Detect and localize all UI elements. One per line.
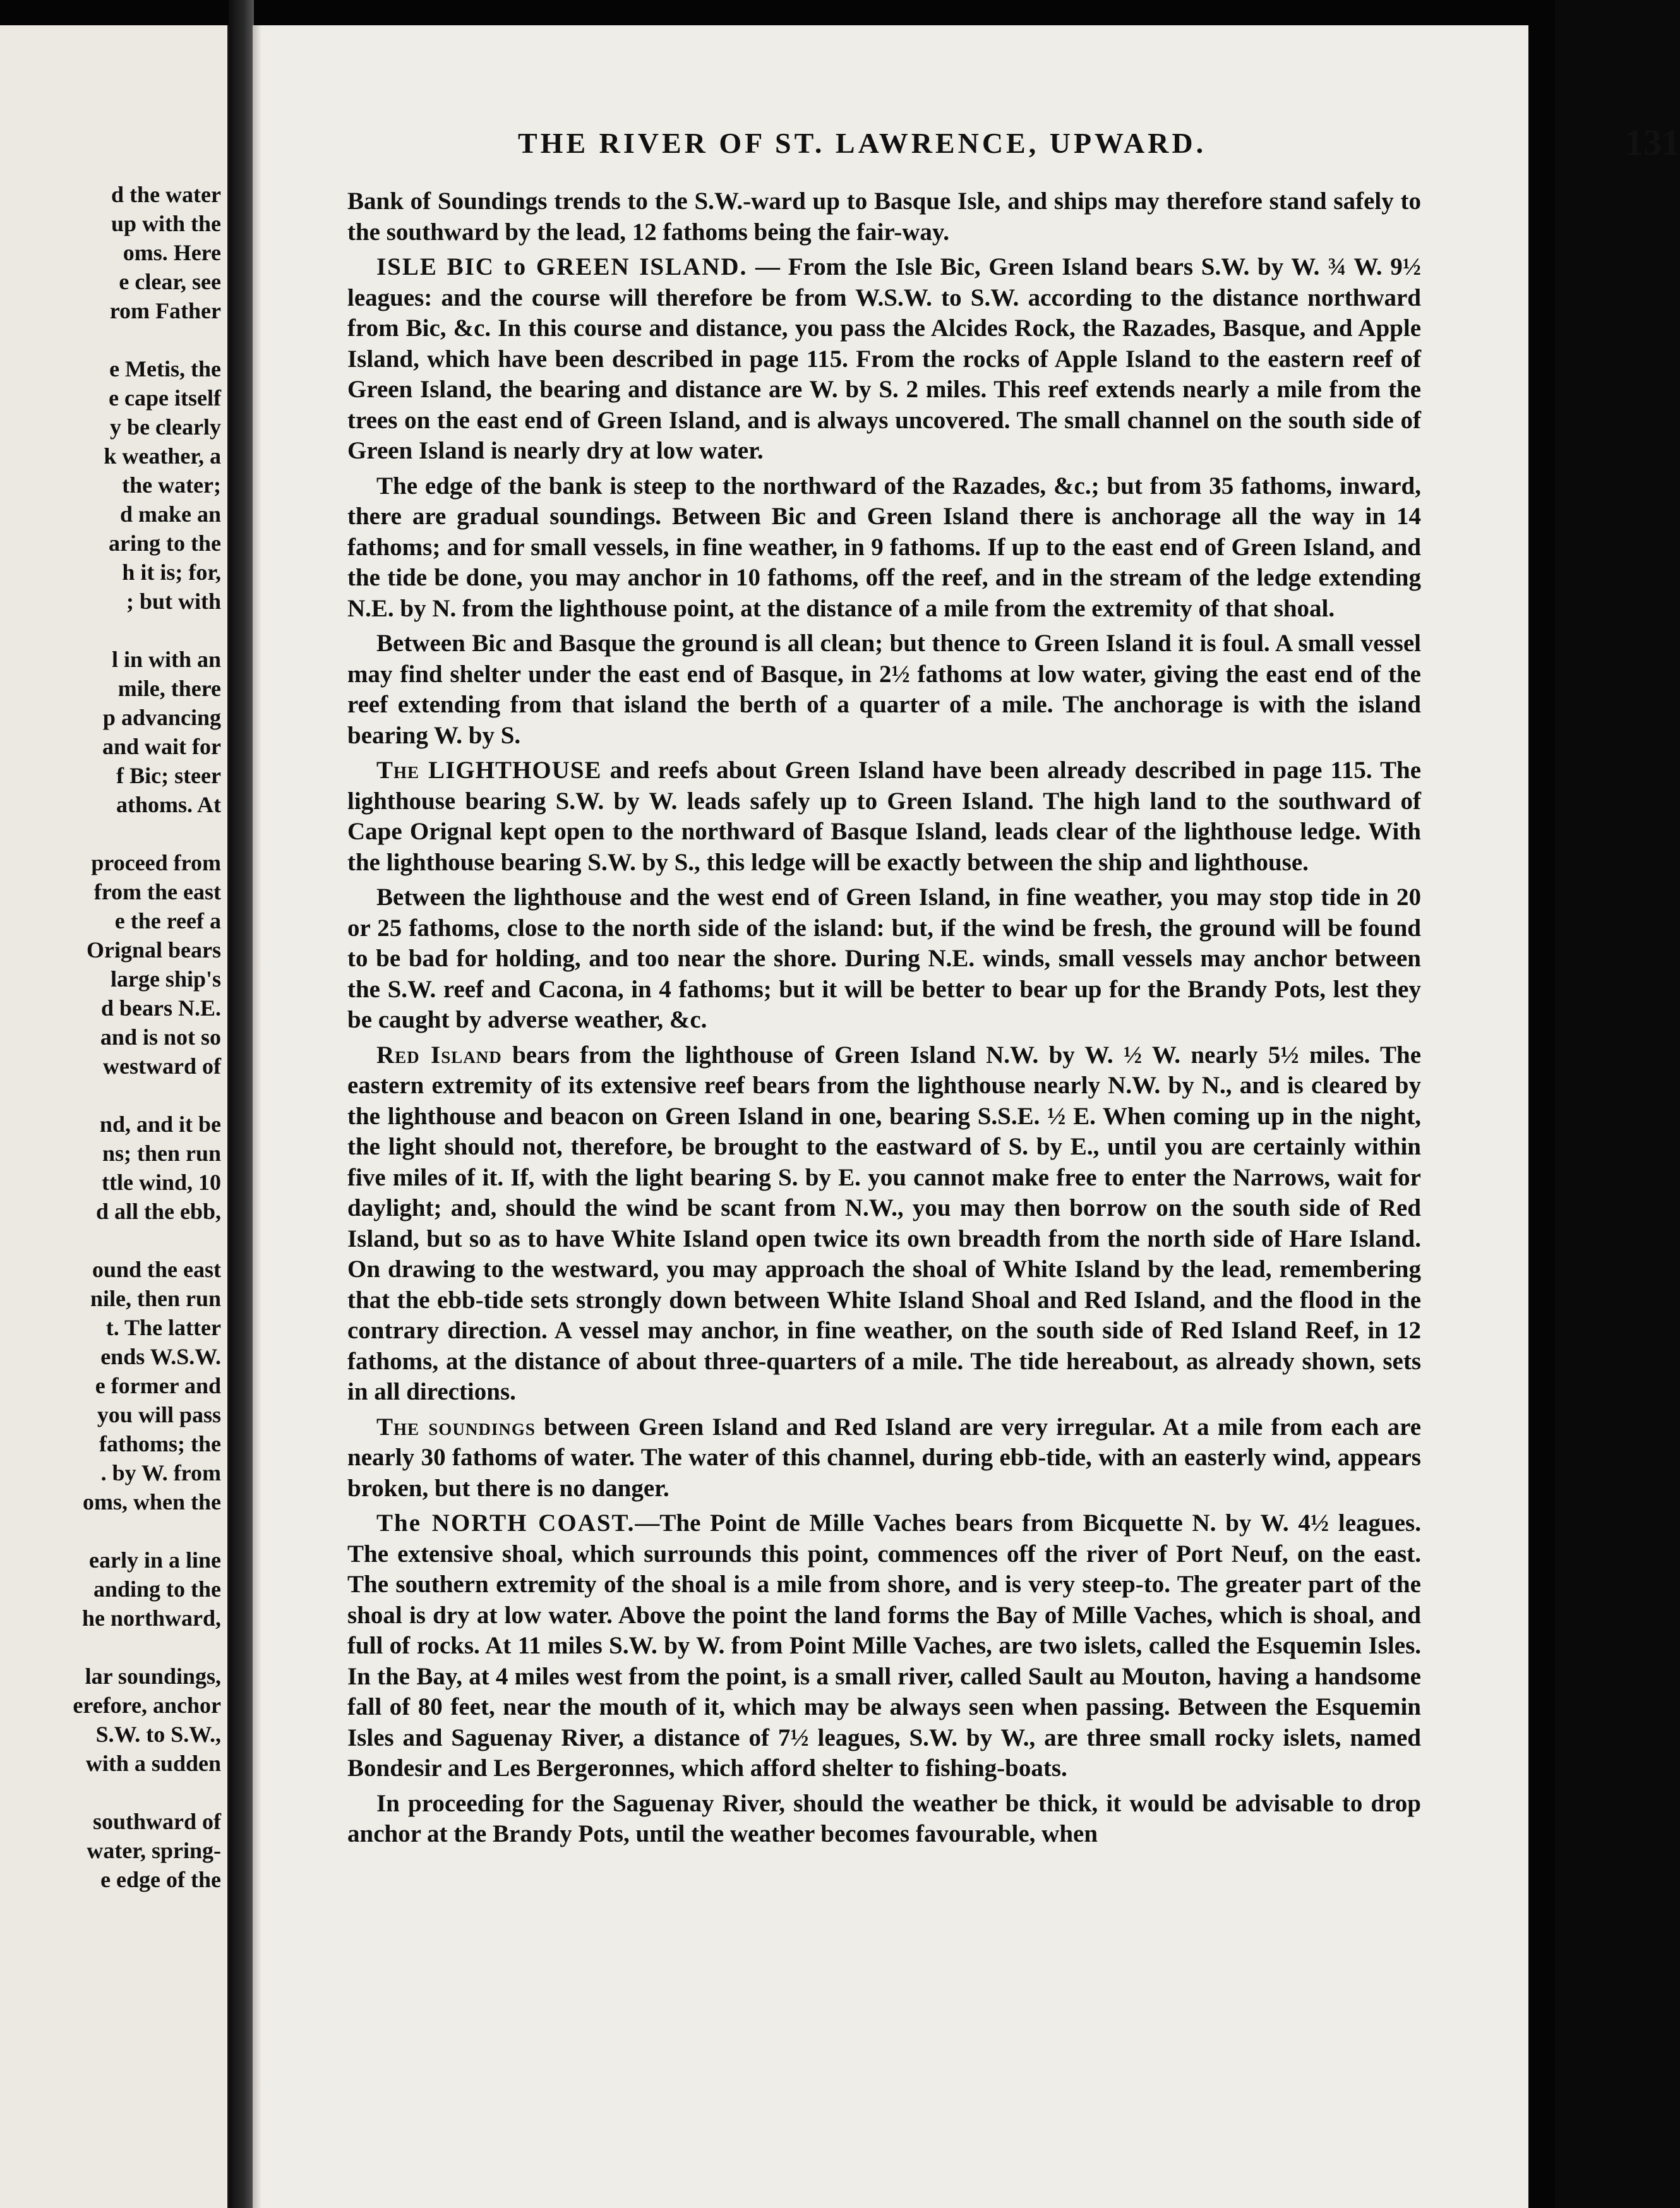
left-page-line: ; but with bbox=[126, 589, 221, 614]
left-page-line: Orignal bears bbox=[87, 937, 221, 963]
paragraph-north-coast: The NORTH COAST.—The Point de Mille Vaches bears from Bicquette N. by W. 4½ leagues. The extensive shoal, which surrounds this point, commences off the river of Port Neuf, on the east. The southern extremity of the shoal is a mile from shore, and is very steep-to. The greater part of the shoal is dry at low water. Above the point the land forms the Bay of Mille Vaches, which is shoal, and full of rocks. At 11 miles S.W. by W. from Point Mille Vaches, are two islets, called the Esquemin Isles. In the Bay, at 4 miles west from the point, is a small river, called Sault au Mouton, having a handsome fall of 80 feet, near the mouth of it, which may be always seen when passing. Between the Esquemin Isles and Saguenay River, a distance of 7½ leagues, S.W. by W., are three small rocky islets, named Bondesir and Les Bergeronnes, which afford shelter to fishing-boats. bbox=[347, 1509, 1421, 1782]
body-text bbox=[347, 186, 1421, 1854]
left-page-line: h it is; for, bbox=[122, 560, 221, 585]
paragraph: Between the lighthouse and the west end of Green Island, in fine weather, you may stop tide in 20 or 25 fathoms, close to the north side of the island: but, if the wind be fresh, the ground will be found to be bad for holding, and too near the shore. During N.E. winds, small vessels may anchor between the S.W. reef and Cacona, in 4 fathoms; but it will be better to bear up for the Brandy Pots, lest they be caught by adverse weather, &c. bbox=[347, 884, 1421, 1033]
left-page-line bbox=[0, 1081, 221, 1110]
book-page bbox=[253, 25, 1680, 2208]
left-page-line: ound the east bbox=[92, 1257, 221, 1282]
left-page-line: y be clearly bbox=[110, 414, 221, 440]
left-page-line bbox=[0, 1778, 221, 1807]
page-number: 131 bbox=[1625, 122, 1680, 163]
running-title: THE RIVER OF ST. LAWRENCE, UPWARD. bbox=[518, 127, 1207, 159]
paragraph: Between Bic and Basque the ground is all clean; but thence to Green Island it is foul. A small vessel may find shelter under the east end of Basque, in 2½ fathoms at low water, giving the east end of the reef extending from that island the berth of a quarter of a mile. The anchorage is with the island bearing W. by S. bbox=[347, 630, 1421, 749]
paragraph-soundings: The soundings between Green Island and Red Island are very irregular. At a mile from each are nearly 30 fathoms of water. The water of this channel, during ebb-tide, with an easterly wind, appears broken, but there is no danger. bbox=[347, 1413, 1421, 1502]
section-heading: The soundings bbox=[376, 1413, 536, 1441]
left-page-line: with a sudden bbox=[85, 1751, 221, 1776]
left-page-line: water, spring- bbox=[87, 1838, 221, 1863]
left-page-line: athoms. At bbox=[116, 792, 221, 817]
left-page-line: fathoms; the bbox=[99, 1431, 221, 1456]
left-page-line: proceed from bbox=[91, 850, 221, 875]
left-page-text bbox=[0, 180, 221, 1894]
left-page-line: westward of bbox=[103, 1053, 221, 1079]
left-page-line: d bears N.E. bbox=[100, 995, 221, 1021]
left-page-line: e edge of the bbox=[100, 1867, 221, 1892]
section-heading: ISLE BIC to GREEN ISLAND. bbox=[376, 253, 748, 280]
paragraph-isle-bic: ISLE BIC to GREEN ISLAND. — From the Isle Bic, Green Island bears S.W. by W. ¾ W. 9½ leagues: and the course will therefore be from W.S.W. to S.W. according to the distance northward from Bic, &c. In this course and distance, you pass the Alcides Rock, the Razades, Basque, and Apple Island, which have been described in page 115. From the rocks of Apple Island to the eastern reef of Green Island, the bearing and distance are W. by S. 2 miles. This reef extends nearly a mile from the trees on the east end of Green Island, and is always uncovered. The small channel on the south side of Green Island is nearly dry at low water. bbox=[347, 253, 1421, 464]
left-page-line: d the water bbox=[111, 182, 221, 207]
left-page-line: oms, when the bbox=[82, 1489, 221, 1515]
left-page-line bbox=[0, 616, 221, 645]
left-page-line: mile, there bbox=[117, 676, 221, 701]
book-gutter bbox=[229, 0, 254, 2208]
left-page-line: d all the ebb, bbox=[95, 1199, 221, 1224]
paragraph: Bank of Soundings trends to the S.W.-ward up to Basque Isle, and ships may therefore stand safely to the southward by the lead, 12 fathoms being the fair-way. bbox=[347, 188, 1421, 246]
left-page-line bbox=[0, 819, 221, 848]
paragraph: In proceeding for the Saguenay River, should the weather be thick, it would be advisable to drop anchor at the Brandy Pots, until the weather becomes favourable, when bbox=[347, 1789, 1421, 1847]
left-page-line: anding to the bbox=[93, 1576, 221, 1602]
left-page-fragment bbox=[0, 25, 231, 2208]
left-page-line: e former and bbox=[95, 1373, 221, 1398]
left-page-line: erefore, anchor bbox=[73, 1693, 221, 1718]
paragraph-lighthouse: The LIGHTHOUSE and reefs about Green Island have been already described in page 115. The lighthouse bearing S.W. by W. leads safely up to Green Island. The high land to the southward of Cape Orignal kept open to the northward of Basque Island, leads clear of the lighthouse ledge. With the lighthouse bearing S.W. by S., this ledge will be exactly between the ship and lighthouse. bbox=[347, 757, 1422, 876]
left-page-line: S.W. to S.W., bbox=[95, 1722, 221, 1747]
left-page-line: aring to the bbox=[109, 531, 221, 556]
left-page-line: p advancing bbox=[102, 705, 221, 730]
left-page-line: from the east bbox=[93, 879, 221, 904]
left-page-line: the water; bbox=[122, 472, 221, 498]
paragraph: The edge of the bank is steep to the northward of the Razades, &c.; but from 35 fathoms, inward, there are gradual soundings. Between Bic and Green Island there is anchorage all the way in 14 fathoms; and for small vessels, in fine weather, in 9 fathoms. If up to the east end of Green Island, and the tide be done, you may anchor in 10 fathoms, off the reef, and in the stream of the ledge extending N.E. by N. from the lighthouse point, at the distance of a mile from the extremity of that shoal. bbox=[347, 472, 1421, 622]
left-page-line: nile, then run bbox=[90, 1286, 221, 1311]
running-head bbox=[518, 122, 1680, 171]
left-page-line: ns; then run bbox=[102, 1141, 221, 1166]
left-page-line: e Metis, the bbox=[109, 356, 221, 381]
left-page-line: and is not so bbox=[100, 1024, 221, 1050]
left-page-line: large ship's bbox=[110, 966, 221, 992]
page-edge-shadow bbox=[253, 25, 261, 2208]
section-heading: Red Island bbox=[376, 1041, 502, 1069]
left-page-line: up with the bbox=[111, 211, 221, 236]
left-page-line: rom Father bbox=[109, 298, 221, 323]
left-page-line: k weather, a bbox=[104, 443, 221, 469]
left-page-line: ttle wind, 10 bbox=[102, 1170, 221, 1195]
left-page-line: f Bic; steer bbox=[116, 763, 221, 788]
left-page-line: early in a line bbox=[89, 1547, 221, 1573]
left-page-line: l in with an bbox=[111, 647, 221, 672]
left-page-line: he northward, bbox=[81, 1605, 221, 1631]
left-page-line: e the reef a bbox=[114, 908, 221, 933]
left-page-line: southward of bbox=[92, 1809, 221, 1834]
left-page-line bbox=[0, 1516, 221, 1545]
left-page-line: lar soundings, bbox=[85, 1664, 221, 1689]
left-page-line: e cape itself bbox=[109, 385, 221, 411]
left-page-line bbox=[0, 1226, 221, 1255]
left-page-line: ends W.S.W. bbox=[100, 1344, 221, 1369]
left-page-line: oms. Here bbox=[123, 240, 221, 265]
left-page-line bbox=[0, 325, 221, 354]
paragraph-red-island: Red Island bears from the lighthouse of Green Island N.W. by W. ½ W. nearly 5½ miles. The eastern extremity of its extensive reef bears from the lighthouse nearly N.W. by N., and is cleared by the lighthouse and beacon on Green Island in one, bearing S.S.E. ½ E. When coming up in the night, the light should not, therefore, be brought to the eastward of S. by E., until you are certainly within five miles of it. If, with the light bearing S. by E. you cannot make free to enter the Narrows, wait for daylight; and, should the wind be scant from N.W., you may then borrow on the south side of Red Island, but so as to have White Island open twice its own breadth from the north side of Hare Island. On drawing to the westward, you may approach the shoal of White Island by the lead, remembering that the ebb-tide sets strongly down between White Island Shoal and Red Island, and the flood in the contrary direction. A vessel may anchor, in fine weather, on the south side of Red Island Reef, in 12 fathoms, at the distance of about three-quarters of a mile. The tide hereabout, as already shown, sets in all directions. bbox=[347, 1041, 1421, 1405]
left-page-line: d make an bbox=[119, 501, 221, 527]
left-page-line: and wait for bbox=[102, 734, 221, 759]
section-heading: The LIGHTHOUSE bbox=[376, 757, 602, 784]
left-page-line: nd, and it be bbox=[99, 1112, 221, 1137]
left-page-line: you will pass bbox=[97, 1402, 221, 1427]
left-page-line: . by W. from bbox=[100, 1460, 221, 1485]
section-heading: The NORTH COAST. bbox=[376, 1509, 635, 1537]
left-page-line: e clear, see bbox=[119, 269, 221, 294]
left-page-line: t. The latter bbox=[105, 1315, 221, 1340]
left-page-line bbox=[0, 1633, 221, 1662]
